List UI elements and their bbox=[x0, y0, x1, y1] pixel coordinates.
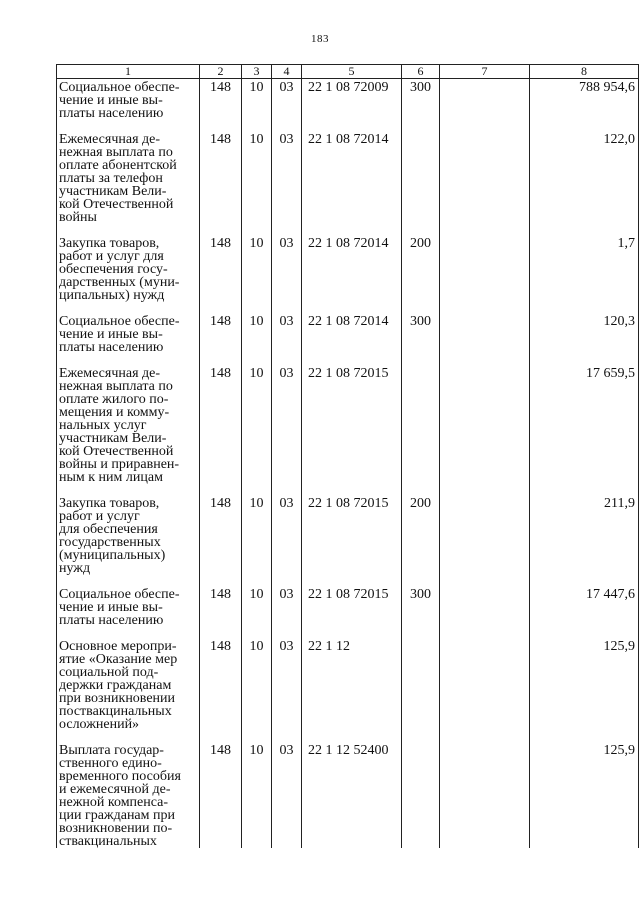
table-row bbox=[57, 131, 639, 235]
header-row bbox=[57, 65, 639, 79]
row-section-code: 10 bbox=[242, 638, 272, 742]
row-expense-type-code: 300 bbox=[402, 79, 440, 131]
row-amount: 125,9 bbox=[530, 742, 639, 848]
row-col7 bbox=[440, 586, 530, 638]
row-expense-type-code bbox=[402, 638, 440, 742]
row-grbs-code: 148 bbox=[200, 131, 242, 235]
row-name: Социальное обеспе- чение и иные вы- платы населению bbox=[57, 586, 200, 638]
row-expense-type-code: 300 bbox=[402, 586, 440, 638]
row-grbs-code: 148 bbox=[200, 586, 242, 638]
row-expense-type-code bbox=[402, 131, 440, 235]
row-amount: 122,0 bbox=[530, 131, 639, 235]
row-section-code: 10 bbox=[242, 586, 272, 638]
header-col-6: 6 bbox=[402, 65, 440, 79]
row-subsection-code: 03 bbox=[272, 313, 302, 365]
row-section-code: 10 bbox=[242, 313, 272, 365]
row-name: Ежемесячная де- нежная выплата по оплате абонентской платы за телефон участникам Вели- кой Отечественной войны bbox=[57, 131, 200, 235]
row-expense-type-code bbox=[402, 365, 440, 495]
table-row bbox=[57, 365, 639, 495]
table-row bbox=[57, 235, 639, 313]
row-amount: 125,9 bbox=[530, 638, 639, 742]
row-amount: 788 954,6 bbox=[530, 79, 639, 131]
row-target-article-code: 22 1 08 72014 bbox=[302, 131, 402, 235]
row-grbs-code: 148 bbox=[200, 638, 242, 742]
header-col-2: 2 bbox=[200, 65, 242, 79]
row-grbs-code: 148 bbox=[200, 495, 242, 586]
row-col7 bbox=[440, 79, 530, 131]
page-number: 183 bbox=[311, 33, 329, 45]
row-target-article-code: 22 1 08 72009 bbox=[302, 79, 402, 131]
row-target-article-code: 22 1 08 72015 bbox=[302, 365, 402, 495]
row-subsection-code: 03 bbox=[272, 79, 302, 131]
row-section-code: 10 bbox=[242, 365, 272, 495]
row-subsection-code: 03 bbox=[272, 742, 302, 848]
budget-table bbox=[56, 64, 639, 848]
row-amount: 120,3 bbox=[530, 313, 639, 365]
header-col-3: 3 bbox=[242, 65, 272, 79]
row-name: Социальное обеспе- чение и иные вы- платы населению bbox=[57, 79, 200, 131]
row-section-code: 10 bbox=[242, 131, 272, 235]
row-col7 bbox=[440, 313, 530, 365]
row-subsection-code: 03 bbox=[272, 495, 302, 586]
row-subsection-code: 03 bbox=[272, 638, 302, 742]
row-expense-type-code: 300 bbox=[402, 313, 440, 365]
table-row bbox=[57, 586, 639, 638]
row-target-article-code: 22 1 12 bbox=[302, 638, 402, 742]
row-target-article-code: 22 1 08 72014 bbox=[302, 235, 402, 313]
row-subsection-code: 03 bbox=[272, 131, 302, 235]
row-name: Закупка товаров, работ и услуг для обеспечения госу- дарственных (муни- ципальных) нужд bbox=[57, 235, 200, 313]
table-row bbox=[57, 742, 639, 848]
row-name: Ежемесячная де- нежная выплата по оплате жилого по- мещения и комму- нальных услуг участникам Вели- кой Отечественной войны и приравнен- ным к ним лицам bbox=[57, 365, 200, 495]
table-row bbox=[57, 313, 639, 365]
header-col-4: 4 bbox=[272, 65, 302, 79]
row-name: Закупка товаров, работ и услуг для обеспечения государственных (муниципальных) нужд bbox=[57, 495, 200, 586]
row-name: Основное меропри- ятие «Оказание мер социальной под- держки гражданам при возникновении поствакцинальных осложнений» bbox=[57, 638, 200, 742]
row-col7 bbox=[440, 495, 530, 586]
row-expense-type-code: 200 bbox=[402, 495, 440, 586]
header-col-8: 8 bbox=[530, 65, 639, 79]
row-col7 bbox=[440, 131, 530, 235]
row-amount: 1,7 bbox=[530, 235, 639, 313]
row-expense-type-code: 200 bbox=[402, 235, 440, 313]
row-amount: 17 447,6 bbox=[530, 586, 639, 638]
row-expense-type-code bbox=[402, 742, 440, 848]
row-target-article-code: 22 1 08 72015 bbox=[302, 495, 402, 586]
row-col7 bbox=[440, 742, 530, 848]
header-col-7: 7 bbox=[440, 65, 530, 79]
table-row bbox=[57, 79, 639, 131]
row-name: Социальное обеспе- чение и иные вы- платы населению bbox=[57, 313, 200, 365]
header-col-5: 5 bbox=[302, 65, 402, 79]
row-col7 bbox=[440, 235, 530, 313]
row-name: Выплата государ- ственного едино- временного пособия и ежемесячной де- нежной компенса- ции гражданам при возникновении по- ствакцинальных bbox=[57, 742, 200, 848]
row-amount: 17 659,5 bbox=[530, 365, 639, 495]
row-target-article-code: 22 1 08 72015 bbox=[302, 586, 402, 638]
row-grbs-code: 148 bbox=[200, 79, 242, 131]
row-grbs-code: 148 bbox=[200, 235, 242, 313]
row-subsection-code: 03 bbox=[272, 235, 302, 313]
row-grbs-code: 148 bbox=[200, 365, 242, 495]
row-grbs-code: 148 bbox=[200, 742, 242, 848]
row-subsection-code: 03 bbox=[272, 365, 302, 495]
row-grbs-code: 148 bbox=[200, 313, 242, 365]
row-subsection-code: 03 bbox=[272, 586, 302, 638]
row-col7 bbox=[440, 365, 530, 495]
row-amount: 211,9 bbox=[530, 495, 639, 586]
table-row bbox=[57, 495, 639, 586]
row-section-code: 10 bbox=[242, 235, 272, 313]
row-target-article-code: 22 1 08 72014 bbox=[302, 313, 402, 365]
row-target-article-code: 22 1 12 52400 bbox=[302, 742, 402, 848]
row-col7 bbox=[440, 638, 530, 742]
header-col-1: 1 bbox=[57, 65, 200, 79]
row-section-code: 10 bbox=[242, 742, 272, 848]
row-section-code: 10 bbox=[242, 495, 272, 586]
row-section-code: 10 bbox=[242, 79, 272, 131]
table-row bbox=[57, 638, 639, 742]
